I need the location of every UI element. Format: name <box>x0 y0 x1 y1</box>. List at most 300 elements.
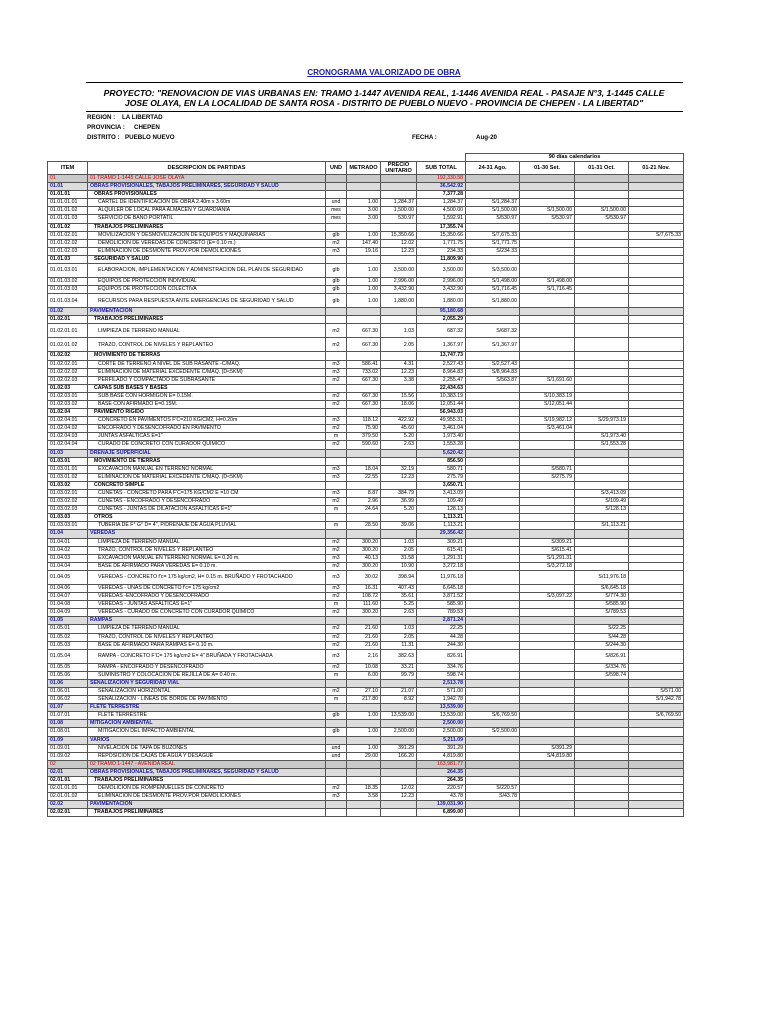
cell-item-code: 01.05.02 <box>48 633 88 641</box>
cell-description: CUNETAS - ENCOFRADO Y DESENCOFRADO <box>88 498 326 506</box>
cell-period-4 <box>629 490 684 498</box>
cell-description: SERVICIO DE BAÑO PORTATIL <box>88 215 326 223</box>
cell-period-1 <box>466 760 520 768</box>
cell-unit: m <box>326 522 347 530</box>
cell-period-1 <box>466 522 520 530</box>
cell-period-1 <box>466 384 520 392</box>
cell-description: MOVIMIENTO DE TIERRAS <box>88 352 326 360</box>
cell-period-3 <box>575 752 629 760</box>
cell-metrado: 3.00 <box>347 215 381 223</box>
cell-period-1 <box>466 465 520 473</box>
cell-unit: und <box>326 752 347 760</box>
table-row <box>48 286 684 294</box>
cell-period-3: S/334.76 <box>575 663 629 671</box>
cell-subtotal: 1,553.28 <box>417 441 466 449</box>
cell-period-3 <box>575 368 629 376</box>
project-description: PROYECTO: "RENOVACION DE VIAS URBANAS EN: TRAMO 1-1447 AVENIDA REAL, 1-1446 AVENIDA REAL - PASAJE N°3, 1-1445 CALLE JOSE OLAYA, EN LA LOCALIDAD DE SANTA ROSA - DISTRITO DE PUEBLO NUEVO - PROVINCIA DE CHEPEN - LA LIBERTAD" <box>103 88 665 108</box>
cell-period-1 <box>466 223 520 231</box>
cell-unit: m2 <box>326 785 347 793</box>
document-title <box>0 68 768 77</box>
cell-period-3 <box>575 514 629 522</box>
cell-period-1 <box>466 417 520 425</box>
cell-unit <box>326 457 347 465</box>
cell-unit-price: 3,500.00 <box>381 264 417 278</box>
cell-period-2 <box>520 352 575 360</box>
cell-unit <box>326 308 347 316</box>
cell-period-1: S/7,675.33 <box>466 231 520 239</box>
cell-subtotal: 29,356.42 <box>417 530 466 538</box>
cell-unit <box>326 617 347 625</box>
distrito-value: PUEBLO NUEVO <box>125 134 175 141</box>
cell-item-code: 01.05.06 <box>48 671 88 679</box>
cell-item-code: 01.03.02.02 <box>48 498 88 506</box>
cell-item-code: 01.04.04 <box>48 562 88 570</box>
cell-period-2: S/391.29 <box>520 744 575 752</box>
cell-item-code: 02.01.01.02 <box>48 793 88 801</box>
cell-metrado: 667.30 <box>347 338 381 352</box>
cell-item-code: 01.04.09 <box>48 609 88 617</box>
cell-period-4 <box>629 433 684 441</box>
cell-period-1 <box>466 449 520 457</box>
table-row <box>48 433 684 441</box>
cell-description: ELABORACION, IMPLEMENTACION Y ADMINISTRACION DEL PLAN DE SEGURIDAD <box>88 264 326 278</box>
cell-metrado: 590.60 <box>347 441 381 449</box>
table-row <box>48 175 684 183</box>
cell-metrado: 1.00 <box>347 264 381 278</box>
cell-description: TRABAJOS PRELIMINARES <box>88 223 326 231</box>
cell-metrado <box>347 223 381 231</box>
cell-metrado <box>347 457 381 465</box>
cell-period-4 <box>629 255 684 263</box>
cell-period-1 <box>466 473 520 481</box>
cell-unit-price: 1.03 <box>381 625 417 633</box>
cell-item-code: 01.06 <box>48 679 88 687</box>
cell-item-code: 01.03.03.01 <box>48 522 88 530</box>
cell-unit-price: 8.92 <box>381 696 417 704</box>
cell-unit-price <box>381 316 417 324</box>
cell-unit <box>326 352 347 360</box>
cell-description: ELIMINACION DE MATERIAL EXCEDENTE C/MAQ. (D<5KM) <box>88 473 326 481</box>
cell-unit: m2 <box>326 687 347 695</box>
cell-period-1 <box>466 744 520 752</box>
cell-period-4 <box>629 506 684 514</box>
cell-description: REPOSICION DE CAJAS DE AGUA Y DESAGUE <box>88 752 326 760</box>
cell-period-1 <box>466 633 520 641</box>
cell-unit-price: 12.02 <box>381 239 417 247</box>
cell-unit: m2 <box>326 562 347 570</box>
cell-period-4 <box>629 736 684 744</box>
cell-description: RAMPAS <box>88 617 326 625</box>
cell-subtotal: 1,367.97 <box>417 338 466 352</box>
cell-item-code: 01.01.03 <box>48 255 88 263</box>
table-row <box>48 777 684 785</box>
cell-period-4 <box>629 671 684 679</box>
cell-period-2 <box>520 736 575 744</box>
cell-subtotal: 4,500.00 <box>417 207 466 215</box>
cell-metrado: 1.00 <box>347 199 381 207</box>
table-row <box>48 538 684 546</box>
cell-period-2 <box>520 449 575 457</box>
cell-unit: m2 <box>326 625 347 633</box>
cell-period-2 <box>520 199 575 207</box>
cell-unit-price <box>381 191 417 199</box>
cell-period-2 <box>520 481 575 489</box>
col-subtotal: SUB TOTAL <box>417 162 466 175</box>
cell-metrado: 1.00 <box>347 286 381 294</box>
cell-item-code: 01.03.01 <box>48 457 88 465</box>
cell-description: MOVIMIENTO DE TIERRAS <box>88 457 326 465</box>
cell-period-2 <box>520 514 575 522</box>
cell-unit-price <box>381 777 417 785</box>
cell-description: OBRAS PROVISIONALES, TABAJOS PRELIMINARES, SEGURIDAD Y SALUD <box>88 768 326 776</box>
cell-subtotal: 826.91 <box>417 649 466 663</box>
cell-description: TRABAJOS PRELIMINARES <box>88 777 326 785</box>
cell-unit-price: 5.20 <box>381 506 417 514</box>
cell-period-4 <box>629 538 684 546</box>
cell-subtotal: 615.41 <box>417 546 466 554</box>
cell-period-4 <box>629 457 684 465</box>
cell-unit <box>326 530 347 538</box>
cell-item-code: 02.01 <box>48 768 88 776</box>
table-row <box>48 617 684 625</box>
cell-period-1: S/687.32 <box>466 324 520 338</box>
cell-period-4 <box>629 522 684 530</box>
table-row <box>48 752 684 760</box>
cell-item-code: 01.01.02.03 <box>48 247 88 255</box>
cell-period-4 <box>629 384 684 392</box>
cell-period-2 <box>520 316 575 324</box>
cell-subtotal: 11,976.18 <box>417 570 466 584</box>
cell-period-4 <box>629 793 684 801</box>
cell-period-3 <box>575 352 629 360</box>
cell-subtotal: 22.25 <box>417 625 466 633</box>
cell-metrado: 111.60 <box>347 601 381 609</box>
cell-unit-price <box>381 704 417 712</box>
cell-subtotal: 2,055.29 <box>417 316 466 324</box>
cell-period-4 <box>629 593 684 601</box>
cell-period-3 <box>575 728 629 736</box>
cell-period-4 <box>629 649 684 663</box>
cell-description: FLETE TERRESTRE <box>88 712 326 720</box>
cell-description: RAMPA - CONCRETO F'C= 175 kg/cm2 E= 4" BRUÑADA Y FROTACHADA <box>88 649 326 663</box>
cell-metrado: 19.16 <box>347 247 381 255</box>
table-row <box>48 490 684 498</box>
cell-period-4 <box>629 498 684 506</box>
cell-metrado: 300.20 <box>347 562 381 570</box>
cell-period-3 <box>575 801 629 809</box>
table-row <box>48 633 684 641</box>
cell-item-code: 01.05.01 <box>48 625 88 633</box>
cell-period-2: S/530.97 <box>520 215 575 223</box>
cell-unit: m3 <box>326 417 347 425</box>
cell-metrado: 667.30 <box>347 376 381 384</box>
cell-period-1 <box>466 530 520 538</box>
cell-unit: glb <box>326 278 347 286</box>
cell-period-1 <box>466 183 520 191</box>
cell-period-2: S/4,819.80 <box>520 752 575 760</box>
cell-description: OTROS <box>88 514 326 522</box>
cell-period-2: S/580.71 <box>520 465 575 473</box>
cell-metrado: 147.40 <box>347 239 381 247</box>
cell-period-1 <box>466 546 520 554</box>
cell-subtotal: 580.71 <box>417 465 466 473</box>
cell-unit: m3 <box>326 570 347 584</box>
cell-period-3: S/530.97 <box>575 215 629 223</box>
cell-period-4 <box>629 191 684 199</box>
cell-period-2 <box>520 338 575 352</box>
cell-period-3 <box>575 231 629 239</box>
region-value: LA LIBERTAD <box>122 114 163 121</box>
document-title-text: CRONOGRAMA VALORIZADO DE OBRA <box>307 68 461 77</box>
region-label: REGION : <box>87 114 116 121</box>
cell-metrado <box>347 768 381 776</box>
cell-unit-price: 1.03 <box>381 538 417 546</box>
cell-metrado <box>347 617 381 625</box>
table-row <box>48 457 684 465</box>
cell-period-2 <box>520 570 575 584</box>
cell-item-code: 01.02.04.04 <box>48 441 88 449</box>
table-row <box>48 625 684 633</box>
cell-period-3 <box>575 793 629 801</box>
cell-unit: und <box>326 744 347 752</box>
cell-period-2 <box>520 720 575 728</box>
cell-unit: m3 <box>326 584 347 592</box>
cell-period-4: S/571.00 <box>629 687 684 695</box>
cell-subtotal: 49,955.31 <box>417 417 466 425</box>
cell-item-code: 01.03.01.02 <box>48 473 88 481</box>
cell-period-3 <box>575 264 629 278</box>
table-row <box>48 687 684 695</box>
cell-period-2 <box>520 441 575 449</box>
cell-period-1 <box>466 175 520 183</box>
cell-period-2: S/3,461.04 <box>520 425 575 433</box>
cell-unit-price <box>381 617 417 625</box>
cell-period-3 <box>575 449 629 457</box>
cell-description: 02 TRAMO 1-1447 - AVENIDA REAL <box>88 760 326 768</box>
cell-description: SEÑALIZACION - LINEAS DE BORDE DE PAVIMENTO <box>88 696 326 704</box>
cell-period-4 <box>629 554 684 562</box>
cell-unit <box>326 736 347 744</box>
cell-period-3 <box>575 400 629 408</box>
cell-period-2 <box>520 760 575 768</box>
cell-metrado: 667.30 <box>347 392 381 400</box>
cell-subtotal: 244.30 <box>417 641 466 649</box>
cell-item-code: 01.02.04 <box>48 409 88 417</box>
cell-period-1: S/3,500.00 <box>466 264 520 278</box>
cell-period-4 <box>629 264 684 278</box>
cell-item-code: 01.05.04 <box>48 649 88 663</box>
table-row <box>48 294 684 308</box>
cell-item-code: 01.04.05 <box>48 570 88 584</box>
cell-period-3: S/585.90 <box>575 601 629 609</box>
cell-subtotal: 10,383.19 <box>417 392 466 400</box>
cell-subtotal: 2,500.00 <box>417 720 466 728</box>
cell-unit <box>326 183 347 191</box>
table-row <box>48 199 684 207</box>
cell-period-1 <box>466 316 520 324</box>
cell-metrado: 108.72 <box>347 593 381 601</box>
cell-item-code: 01.04.01 <box>48 538 88 546</box>
cell-period-2 <box>520 809 575 817</box>
cell-period-2: S/10,383.19 <box>520 392 575 400</box>
cell-unit-price: 18.06 <box>381 400 417 408</box>
table-row <box>48 278 684 286</box>
cell-item-code: 01.02.02 <box>48 352 88 360</box>
cell-period-1 <box>466 736 520 744</box>
cell-item-code: 01.01.03.01 <box>48 264 88 278</box>
cell-unit-price: 33.21 <box>381 663 417 671</box>
cell-subtotal: 2,513.78 <box>417 679 466 687</box>
cell-period-4 <box>629 278 684 286</box>
table-row <box>48 768 684 776</box>
cell-period-1 <box>466 801 520 809</box>
cell-unit-price <box>381 183 417 191</box>
cell-metrado: 27.10 <box>347 687 381 695</box>
cell-metrado: 40.13 <box>347 554 381 562</box>
cell-unit-price: 2.05 <box>381 338 417 352</box>
cell-period-1: S/1,716.45 <box>466 286 520 294</box>
calendar-header: 90 días calendarios <box>466 154 684 162</box>
cell-unit <box>326 223 347 231</box>
cell-period-3 <box>575 409 629 417</box>
cell-unit-price: 11.31 <box>381 641 417 649</box>
header-row-calendar <box>48 154 684 162</box>
cell-item-code: 01.01.01 <box>48 191 88 199</box>
cell-period-1: S/2,527.43 <box>466 360 520 368</box>
cell-period-2 <box>520 679 575 687</box>
cell-unit-price: 1,880.00 <box>381 294 417 308</box>
cell-period-3: S/6,645.18 <box>575 584 629 592</box>
cell-period-2: S/1,291.31 <box>520 554 575 562</box>
fecha-label: FECHA : <box>412 134 437 141</box>
cell-description: TRAZO, CONTROL DE NIVELES Y REPLANTEO <box>88 633 326 641</box>
cell-item-code: 02 <box>48 760 88 768</box>
cell-description: BASE DE AFIRMADO PARA RAMPAS E= 0.10 m. <box>88 641 326 649</box>
cell-period-1 <box>466 704 520 712</box>
cell-description: DEMOLICION DE VEREDAS DE CONCRETO (E= 0.10 m.) <box>88 239 326 247</box>
cell-unit-price <box>381 449 417 457</box>
cell-description: CUNETAS - CONCRETO PARA F'C=175 KG/CM2 E =10 CM <box>88 490 326 498</box>
cell-subtotal: 3,461.04 <box>417 425 466 433</box>
cell-period-2 <box>520 704 575 712</box>
cell-period-3 <box>575 199 629 207</box>
cell-unit: mes <box>326 207 347 215</box>
cell-unit-price: 2,996.00 <box>381 278 417 286</box>
table-row <box>48 728 684 736</box>
cell-subtotal: 2,500.00 <box>417 728 466 736</box>
cell-period-4 <box>629 514 684 522</box>
cell-unit <box>326 777 347 785</box>
cell-period-1 <box>466 457 520 465</box>
cell-period-4 <box>629 400 684 408</box>
cell-metrado <box>347 352 381 360</box>
cell-subtotal: 1,291.31 <box>417 554 466 562</box>
cell-unit <box>326 409 347 417</box>
cell-metrado: 2.96 <box>347 498 381 506</box>
cell-subtotal: 2,996.00 <box>417 278 466 286</box>
cell-subtotal: 109.49 <box>417 498 466 506</box>
cell-period-1 <box>466 570 520 584</box>
cell-unit-price: 3.38 <box>381 376 417 384</box>
cell-period-1 <box>466 433 520 441</box>
cell-description: PAVIMENTACIÓN <box>88 308 326 316</box>
cell-unit: glb <box>326 728 347 736</box>
cell-item-code: 01.02.01.01 <box>48 324 88 338</box>
cell-period-4 <box>629 239 684 247</box>
cell-metrado <box>347 720 381 728</box>
cell-period-2: S/12,051.44 <box>520 400 575 408</box>
cell-description: OBRAS PROVISIONALES, TABAJOS PRELIMINARES, SEGURIDAD Y SALUD <box>88 183 326 191</box>
cell-period-4 <box>629 570 684 584</box>
cell-metrado: 667.30 <box>347 400 381 408</box>
cell-subtotal: 139,031.90 <box>417 801 466 809</box>
cell-description: ENCOFRADO Y DESENCOFRADO EN PAVIMENTO <box>88 425 326 433</box>
cell-unit: m <box>326 601 347 609</box>
table-row <box>48 360 684 368</box>
cell-metrado: 1.00 <box>347 278 381 286</box>
cell-period-1 <box>466 562 520 570</box>
cell-item-code: 01.02.02.01 <box>48 360 88 368</box>
table-row <box>48 601 684 609</box>
cell-unit: m2 <box>326 324 347 338</box>
cell-subtotal: 220.57 <box>417 785 466 793</box>
cell-unit-price: 422.92 <box>381 417 417 425</box>
table-row <box>48 449 684 457</box>
cell-unit <box>326 768 347 776</box>
cell-period-4 <box>629 801 684 809</box>
cell-unit: m3 <box>326 465 347 473</box>
cell-period-1 <box>466 663 520 671</box>
cell-item-code: 01.09.01 <box>48 744 88 752</box>
cell-period-1 <box>466 777 520 785</box>
cell-item-code: 01.01.02 <box>48 223 88 231</box>
table-row <box>48 481 684 489</box>
cell-period-2 <box>520 522 575 530</box>
cell-period-3 <box>575 425 629 433</box>
distrito-label: DISTRITO : <box>87 134 120 141</box>
cell-unit-price: 1,284.37 <box>381 199 417 207</box>
col-und: UND <box>326 162 347 175</box>
cell-metrado: 8.87 <box>347 490 381 498</box>
cell-period-1: S/220.57 <box>466 785 520 793</box>
table-row <box>48 400 684 408</box>
cell-period-2 <box>520 294 575 308</box>
cell-unit-price <box>381 223 417 231</box>
cell-period-1: S/1,500.00 <box>466 207 520 215</box>
cell-item-code: 01.03.01.01 <box>48 465 88 473</box>
cell-subtotal: 3,500.00 <box>417 264 466 278</box>
cell-description: LIMPIEZA DE TERRENO MANUAL <box>88 625 326 633</box>
cell-description: EXCAVACION MANUAL EN TERRENO NORMAL <box>88 465 326 473</box>
cell-subtotal: 6,645.18 <box>417 584 466 592</box>
cell-subtotal: 3,413.09 <box>417 490 466 498</box>
table-row <box>48 760 684 768</box>
cell-unit-price: 35.61 <box>381 593 417 601</box>
col-period-4: 01-21 Nov. <box>629 162 684 175</box>
cell-unit-price <box>381 457 417 465</box>
cell-item-code: 01.02.04.01 <box>48 417 88 425</box>
cell-description: CUNETAS - JUNTAS DE DILATACION ASFALTICAS E=1" <box>88 506 326 514</box>
cell-subtotal: 36,542.92 <box>417 183 466 191</box>
cell-period-2 <box>520 490 575 498</box>
cell-item-code: 01.02.01.02 <box>48 338 88 352</box>
cell-description: RAMPA - ENCOFRADO Y DESENCOFRADO <box>88 663 326 671</box>
cell-description: EQUIPOS DE PROTECCION INDIVIDUAL <box>88 278 326 286</box>
cell-unit-price: 12.23 <box>381 473 417 481</box>
cell-unit-price: 12.02 <box>381 785 417 793</box>
cell-item-code: 01.02.01 <box>48 316 88 324</box>
table-row <box>48 392 684 400</box>
